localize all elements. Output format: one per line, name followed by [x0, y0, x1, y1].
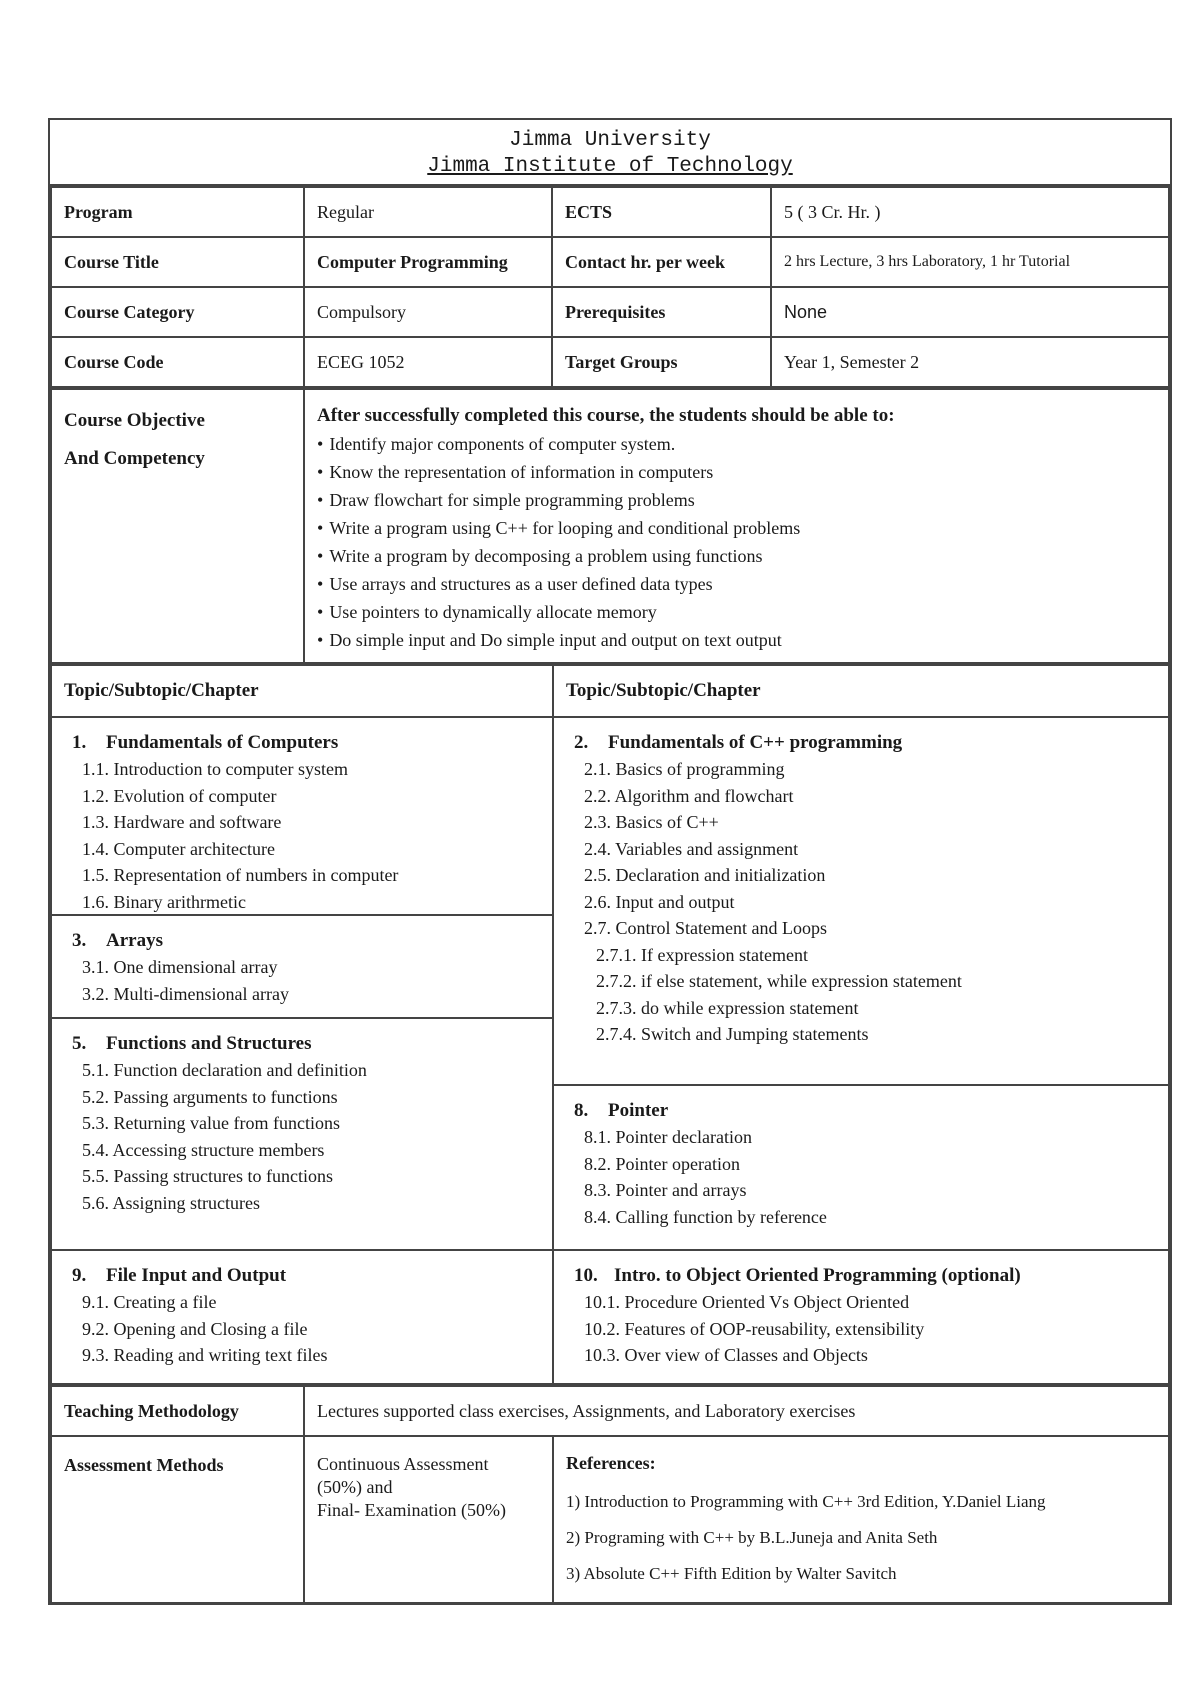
list-item: 10.3. Over view of Classes and Objects	[584, 1345, 868, 1365]
objective-label-line1: Course Objective	[64, 410, 205, 431]
list-item: • Draw flowchart for simple programming problems	[317, 486, 1156, 514]
chapter-title: File Input and Output	[106, 1265, 287, 1286]
chapter-number: 8.	[574, 1100, 589, 1121]
list-item: 2.3. Basics of C++	[584, 812, 719, 832]
list-item: 3.1. One dimensional array	[82, 957, 278, 977]
program-label: Program	[51, 187, 304, 237]
chapter-title: Pointer	[608, 1100, 669, 1121]
topics-left-header: Topic/Subtopic/Chapter	[51, 665, 553, 717]
contact-hours-value: 2 hrs Lecture, 3 hrs Laboratory, 1 hr Tutorial	[771, 237, 1169, 287]
list-item: 2.5. Declaration and initialization	[584, 865, 826, 885]
references-title: References:	[566, 1453, 656, 1473]
list-item: • Know the representation of information in computers	[317, 458, 1156, 486]
topics-left-column	[51, 717, 553, 1250]
objective-intro: After successfully completed this course, the students should be able to:	[317, 405, 895, 426]
list-item: • Write a program by decomposing a problem using functions	[317, 542, 1156, 570]
list-item: • Write a program using C++ for looping and conditional problems	[317, 514, 1156, 542]
list-item: 9.3. Reading and writing text files	[82, 1345, 328, 1365]
chapter-number: 5.	[72, 1033, 87, 1054]
list-item: 2.7.2. if else statement, while expression statement	[596, 971, 962, 991]
chapter-title: Functions and Structures	[106, 1033, 312, 1054]
objective-table	[50, 388, 1170, 664]
info-row	[51, 337, 1169, 387]
course-title-label: Course Title	[51, 237, 304, 287]
list-item: 3.2. Multi-dimensional array	[82, 983, 289, 1004]
list-item: 2.1. Basics of programming	[584, 759, 785, 779]
assessment-label: Assessment Methods	[51, 1436, 304, 1603]
prerequisites-label: Prerequisites	[552, 287, 771, 337]
list-item: 1.3. Hardware and software	[82, 812, 282, 832]
reference-item: 2) Programing with C++ by B.L.Juneja and Anita Seth	[566, 1528, 938, 1547]
info-row	[51, 237, 1169, 287]
course-category-value: Compulsory	[304, 287, 552, 337]
chapter-number: 1.	[72, 732, 87, 753]
chapter-9	[52, 1251, 552, 1383]
methods-table	[50, 1385, 1170, 1604]
course-info-table	[50, 186, 1170, 388]
reference-item: 1) Introduction to Programming with C++ 3rd Edition, Y.Daniel Liang	[566, 1492, 1046, 1511]
list-item: • Use pointers to dynamically allocate memory	[317, 598, 1156, 626]
teaching-method-value: Lectures supported class exercises, Assignments, and Laboratory exercises	[304, 1386, 1169, 1436]
list-item: • Do simple input and Do simple input and output on text output	[317, 626, 1156, 654]
chapter-5	[52, 1017, 552, 1229]
chapter-number: 9.	[72, 1265, 87, 1286]
list-item: 1.1. Introduction to computer system	[82, 759, 348, 779]
ects-value: 5 ( 3 Cr. Hr. )	[771, 187, 1169, 237]
objective-label-line2: And Competency	[64, 448, 205, 469]
list-item: • Identify major components of computer system.	[317, 430, 1156, 458]
contact-hours-label: Contact hr. per week	[552, 237, 771, 287]
list-item: 2.7. Control Statement and Loops	[584, 918, 827, 938]
references-cell	[553, 1436, 1169, 1603]
chapter-10	[554, 1251, 1168, 1383]
topics-right-column	[553, 717, 1169, 1250]
chapter-1	[52, 718, 552, 914]
list-item: 2.7.3. do while expression statement	[596, 997, 859, 1018]
chapter-number: 3.	[72, 930, 87, 951]
list-item: 2.2. Algorithm and flowchart	[584, 785, 794, 806]
topics-right-header: Topic/Subtopic/Chapter	[553, 665, 1169, 717]
document-header	[50, 120, 1170, 186]
objective-label-cell	[51, 389, 304, 663]
chapter-10-cell	[553, 1250, 1169, 1384]
list-item: 5.1. Function declaration and definition	[82, 1060, 367, 1080]
course-code-value: ECEG 1052	[304, 337, 552, 387]
objective-list	[317, 430, 1156, 654]
list-item: 5.6. Assigning structures	[82, 1192, 260, 1213]
chapter-title: Arrays	[106, 930, 163, 951]
chapter-title: Fundamentals of C++ programming	[608, 732, 903, 753]
assessment-line: Continuous Assessment	[317, 1454, 489, 1474]
reference-item: 3) Absolute C++ Fifth Edition by Walter Savitch	[566, 1564, 897, 1583]
list-item: 8.3. Pointer and arrays	[584, 1180, 747, 1200]
ects-label: ECTS	[552, 187, 771, 237]
institute-name: Jimma Institute of Technology	[427, 155, 793, 178]
list-item: • Use arrays and structures as a user defined data types	[317, 570, 1156, 598]
chapter-8	[554, 1084, 1168, 1249]
list-item: 5.4. Accessing structure members	[82, 1139, 325, 1160]
list-item: 1.4. Computer architecture	[82, 838, 275, 859]
list-item: 5.5. Passing structures to functions	[82, 1166, 333, 1186]
chapter-9-cell	[51, 1250, 553, 1384]
prerequisites-value: None	[771, 287, 1169, 337]
list-item: 8.1. Pointer declaration	[584, 1127, 752, 1147]
assessment-line: (50%) and	[317, 1477, 393, 1497]
list-item: 1.5. Representation of numbers in computer	[82, 865, 399, 885]
course-title-value: Computer Programming	[304, 237, 552, 287]
info-row	[51, 187, 1169, 237]
chapter-2	[554, 718, 1168, 1084]
course-category-label: Course Category	[51, 287, 304, 337]
program-value: Regular	[304, 187, 552, 237]
list-item: 1.2. Evolution of computer	[82, 785, 277, 806]
assessment-value	[304, 1436, 553, 1603]
chapter-number: 2.	[574, 732, 589, 753]
chapter-title: Intro. to Object Oriented Programming (optional)	[614, 1265, 1021, 1286]
chapter-3	[52, 914, 552, 1017]
list-item: 5.3. Returning value from functions	[82, 1113, 340, 1133]
info-row	[51, 287, 1169, 337]
assessment-line: Final- Examination (50%)	[317, 1500, 506, 1520]
chapter-title: Fundamentals of Computers	[106, 732, 339, 753]
chapter-number: 10.	[574, 1265, 598, 1286]
objective-content-cell	[304, 389, 1169, 663]
list-item: 2.4. Variables and assignment	[584, 838, 799, 859]
list-item: 2.7.4. Switch and Jumping statements	[596, 1024, 869, 1044]
teaching-method-label: Teaching Methodology	[51, 1386, 304, 1436]
list-item: 9.1. Creating a file	[82, 1292, 217, 1312]
list-item: 8.2. Pointer operation	[584, 1153, 740, 1174]
topics-table	[50, 664, 1170, 1385]
list-item: 10.2. Features of OOP-reusability, extensibility	[584, 1318, 925, 1339]
list-item: 5.2. Passing arguments to functions	[82, 1086, 338, 1107]
university-name: Jimma University	[509, 129, 711, 152]
target-groups-label: Target Groups	[552, 337, 771, 387]
list-item: 10.1. Procedure Oriented Vs Object Oriented	[584, 1292, 910, 1312]
list-item: 8.4. Calling function by reference	[584, 1206, 827, 1227]
course-code-label: Course Code	[51, 337, 304, 387]
course-syllabus-table	[48, 118, 1172, 1605]
list-item: 9.2. Opening and Closing a file	[82, 1318, 308, 1339]
list-item: 2.6. Input and output	[584, 891, 735, 912]
list-item: 2.7.1. If expression statement	[596, 944, 808, 965]
list-item: 1.6. Binary arithrmetic	[82, 891, 246, 912]
target-groups-value: Year 1, Semester 2	[771, 337, 1169, 387]
